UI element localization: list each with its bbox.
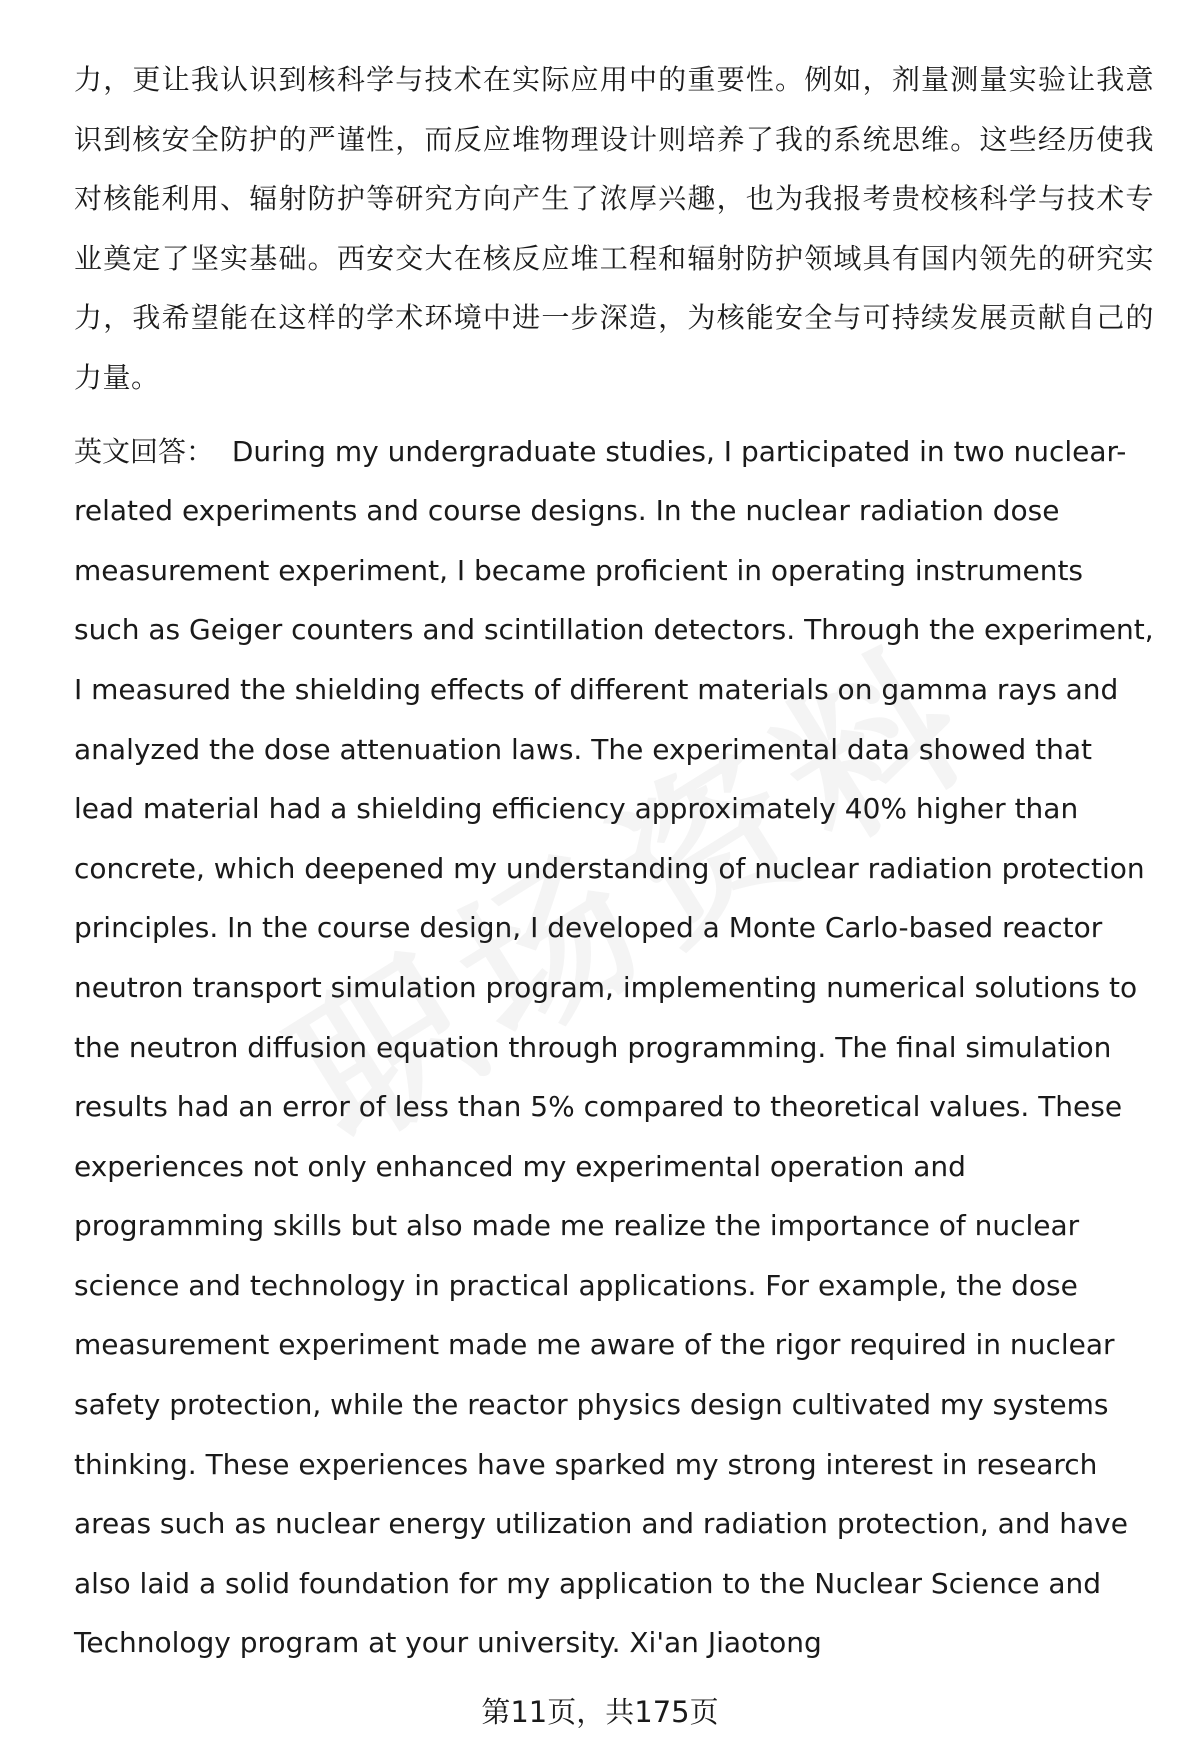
chinese-answer-paragraph: 力，更让我认识到核科学与技术在实际应用中的重要性。例如，剂量测量实验让我意识到核安全防护的严谨性，而反应堆物理设计则培养了我的系统思维。这些经历使我对核能利用、辐射防护等研究方向产生了浓厚兴趣，也为我报考贵校核科学与技术专业奠定了坚实基础。西安交大在核反应堆工程和辐射防护领域具有国内领先的研究实力，我希望能在这样的学术环境中进一步深造，为核能安全与可持续发展贡献自己的力量。 — [74, 63, 1154, 394]
english-answer-label: 英文回答： — [74, 434, 215, 468]
english-answer-paragraph — [74, 422, 1154, 1673]
document-body — [74, 50, 1154, 1673]
page-number-footer: 第11页，共175页 — [481, 1695, 719, 1729]
english-answer-text: During my undergraduate studies, I participated in two nuclear-related experiments and course designs. In the nuclear radiation dose measurement experiment, I became proficient in operating instruments such as Geiger counters and scintillation detectors. Through the experiment, I measured the shielding effects of different materials on gamma rays and analyzed the dose attenuation laws. The experimental data showed that lead material had a shielding efficiency approximately 40% higher than concrete, which deepened my understanding of nuclear radiation protection principles. In the course design, I developed a Monte Carlo-based reactor neutron transport simulation program, implementing numerical solutions to the neutron diffusion equation through programming. The final simulation results had an error of less than 5% compared to theoretical values. These experiences not only enhanced my experimental operation and programming skills but also made me realize the importance of nuclear science and technology in practical applications. For example, the dose measurement experiment made me aware of the rigor required in nuclear safety protection, while the reactor physics design cultivated my systems thinking. These experiences have sparked my strong interest in research areas such as nuclear energy utilization and radiation protection, and have also laid a solid foundation for my application to the Nuclear Science and Technology program at your university. Xi'an Jiaotong — [74, 434, 1154, 1660]
